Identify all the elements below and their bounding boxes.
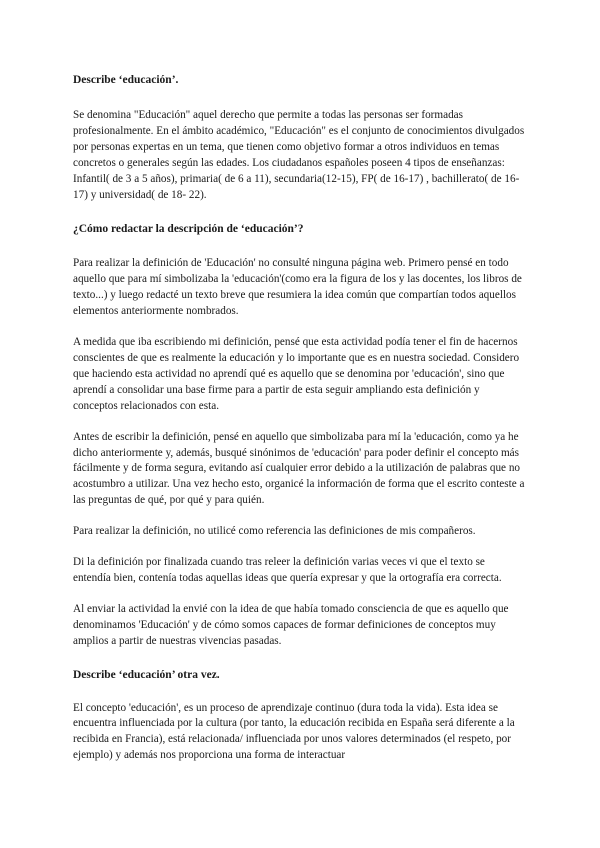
- paragraph-process: Para realizar la definición de 'Educación' no consulté ninguna página web. Primero pensé en todo aquello que para mí simbolizaba la 'educación'(como era la figura de los y las docentes, los libros de texto...) y luego redacté un texto breve que resumiera la idea común que compartían todos aquellos elementos anteriormente nombrados.: [73, 257, 522, 318]
- paragraph-no-reference: Para realizar la definición, no utilicé como referencia las definiciones de mis compañeros.: [73, 525, 476, 538]
- paragraph-submission: Al enviar la actividad la envié con la idea de que había tomado consciencia de que es aquello que denominamos 'Educación' y de cómo somos capaces de formar definiciones de conceptos muy amplios a partir de nuestras vivencias pasadas.: [73, 602, 509, 647]
- paragraph-finalized: Di la definición por finalizada cuando tras releer la definición varias veces vi que el texto se entendía bien, contenía todas aquellas ideas que quería expresar y que la ortografía era correcta.: [73, 556, 502, 584]
- document-page: [73, 64, 525, 764]
- paragraph-before-writing: Antes de escribir la definición, pensé en aquello que simbolizaba para mí la 'educación, como ya he dicho anteriormente y, además, busqué sinónimos de 'educación' para poder definir el concepto más fácilmente y de forma segura, evitando así cualquier error debido a la utilización de palabras que no acostumbro a utilizar. Una vez hecho esto, organicé la información de forma que el escrito conteste a las preguntas de qué, por qué y para quién.: [73, 430, 525, 507]
- section-heading-describe-educacion: Describe ‘educación’.: [73, 74, 179, 86]
- paragraph-definition: Se denomina "Educación" aquel derecho que permite a todas las personas ser formadas profesionalmente. En el ámbito académico, "Educación" es el conjunto de conocimientos divulgados por personas expertas en un tema, que tienen como objetivo formar a otros individuos en temas concretos o generales según las edades. Los ciudadanos españoles poseen 4 tipos de enseñanzas: Infantil( de 3 a 5 años), primaria( de 6 a 11), secundaria(12-15), FP( de 16-17) , bachillerato( de 16-17) y universidad( de 18- 22).: [73, 109, 525, 201]
- paragraph-new-definition: El concepto 'educación', es un proceso de aprendizaje continuo (dura toda la vida). Esta idea se encuentra influenciada por la cultura (por tanto, la educación recibida en España será diferente a la recibida en Francia), está relacionada/ influenciada por unos valores determinados (el respeto, por ejemplo) y además nos proporciona una forma de interactuar: [73, 701, 515, 762]
- paragraph-reflection: A medida que iba escribiendo mi definición, pensé que esta actividad podía tener el fin de hacernos conscientes de que es realmente la educación y lo importante que es en nuestra sociedad. Considero que haciendo esta actividad no aprendí qué es aquello que se denomina por 'educación', sino que aprendí a consolidar una base firme para a partir de esta seguir ampliando esta definición y conceptos relacionados con esta.: [73, 336, 520, 412]
- section-heading-describe-again: Describe ‘educación’ otra vez.: [73, 668, 220, 681]
- section-heading-como-redactar: ¿Cómo redactar la descripción de ‘educación’?: [73, 223, 304, 236]
